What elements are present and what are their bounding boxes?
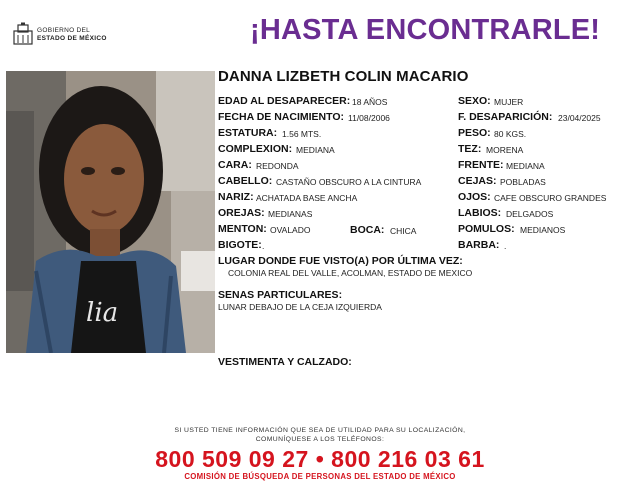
- menton-label: MENTON:: [218, 223, 267, 235]
- svg-text:lia: lia: [86, 298, 119, 328]
- sexo-value: MUJER: [494, 97, 524, 107]
- tez-label: TEZ:: [458, 143, 482, 155]
- nariz-label: NARIZ:: [218, 191, 254, 203]
- cara-label: CARA:: [218, 159, 252, 171]
- frente-label: FRENTE:: [458, 159, 504, 171]
- orejas-value: MEDIANAS: [268, 209, 313, 219]
- marks-value: LUNAR DEBAJO DE LA CEJA IZQUIERDA: [218, 302, 382, 312]
- frente-value: MEDIANA: [506, 161, 545, 171]
- edad-label: EDAD AL DESAPARECER:: [218, 95, 351, 107]
- person-name: DANNA LIZBETH COLIN MACARIO: [218, 68, 469, 85]
- pomulos-label: POMULOS:: [458, 223, 515, 235]
- cejas-label: CEJAS:: [458, 175, 497, 187]
- gov-line-2: ESTADO DE MÉXICO: [37, 35, 107, 42]
- estatura-label: ESTATURA:: [218, 127, 278, 139]
- menton-value: OVALADO: [270, 225, 311, 235]
- phone-numbers: 800 509 09 27 • 800 216 03 61: [155, 446, 485, 472]
- f-desaparicion-label: F. DESAPARICIÓN:: [458, 111, 553, 123]
- gov-line-1: GOBIERNO DEL: [37, 27, 91, 34]
- last-seen-value: COLONIA REAL DEL VALLE, ACOLMAN, ESTADO DE MEXICO: [228, 268, 473, 278]
- boca-value: CHICA: [390, 226, 417, 236]
- ojos-value: CAFE OBSCURO GRANDES: [494, 193, 607, 203]
- sexo-label: SEXO:: [458, 95, 491, 107]
- marks-label: SENAS PARTICULARES:: [218, 289, 343, 301]
- complexion-label: COMPLEXION:: [218, 143, 293, 155]
- headline: ¡HASTA ENCONTRARLE!: [250, 14, 601, 46]
- labios-label: LABIOS:: [458, 207, 502, 219]
- cabello-label: CABELLO:: [218, 175, 273, 187]
- labios-value: DELGADOS: [506, 209, 554, 219]
- tez-value: MORENA: [486, 145, 524, 155]
- government-logo: [12, 22, 122, 48]
- last-seen-label: LUGAR DONDE FUE VISTO(A) POR ÚLTIMA VEZ:: [218, 255, 463, 267]
- estatura-value: 1.56 MTS.: [282, 129, 322, 139]
- info-line-1: SI USTED TIENE INFORMACIÓN QUE SEA DE UTILIDAD PARA SU LOCALIZACIÓN,: [174, 427, 466, 434]
- commission-name: COMISIÓN DE BÚSQUEDA DE PERSONAS DEL ESTADO DE MÉXICO: [184, 472, 456, 481]
- bigote-label: BIGOTE:: [218, 239, 262, 251]
- bigote-value: .: [262, 241, 265, 251]
- cabello-value: CASTAÑO OBSCURO A LA CINTURA: [276, 177, 422, 187]
- cejas-value: POBLADAS: [500, 177, 546, 187]
- boca-label: BOCA:: [350, 224, 385, 236]
- complexion-value: MEDIANA: [296, 145, 335, 155]
- f-desaparicion-value: 23/04/2025: [558, 113, 601, 123]
- missing-person-photo: [6, 71, 215, 353]
- ojos-label: OJOS:: [458, 191, 491, 203]
- fecha-nacimiento-value: 11/08/2006: [348, 113, 390, 123]
- peso-value: 80 KGS.: [494, 129, 527, 139]
- peso-label: PESO:: [458, 127, 491, 139]
- cara-value: REDONDA: [256, 161, 299, 171]
- fecha-nacimiento-label: FECHA DE NACIMIENTO:: [218, 111, 344, 123]
- orejas-label: OREJAS:: [218, 207, 265, 219]
- barba-label: BARBA:: [458, 239, 500, 251]
- nariz-value: ACHATADA BASE ANCHA: [256, 193, 358, 203]
- info-line-2: COMUNÍQUESE A LOS TELÉFONOS:: [255, 436, 385, 443]
- pomulos-value: MEDIANOS: [520, 225, 566, 235]
- barba-value: .: [504, 241, 507, 251]
- edad-value: 18 AÑOS: [352, 97, 388, 107]
- state-crest-icon: [12, 22, 34, 46]
- clothing-label: VESTIMENTA Y CALZADO:: [218, 356, 352, 368]
